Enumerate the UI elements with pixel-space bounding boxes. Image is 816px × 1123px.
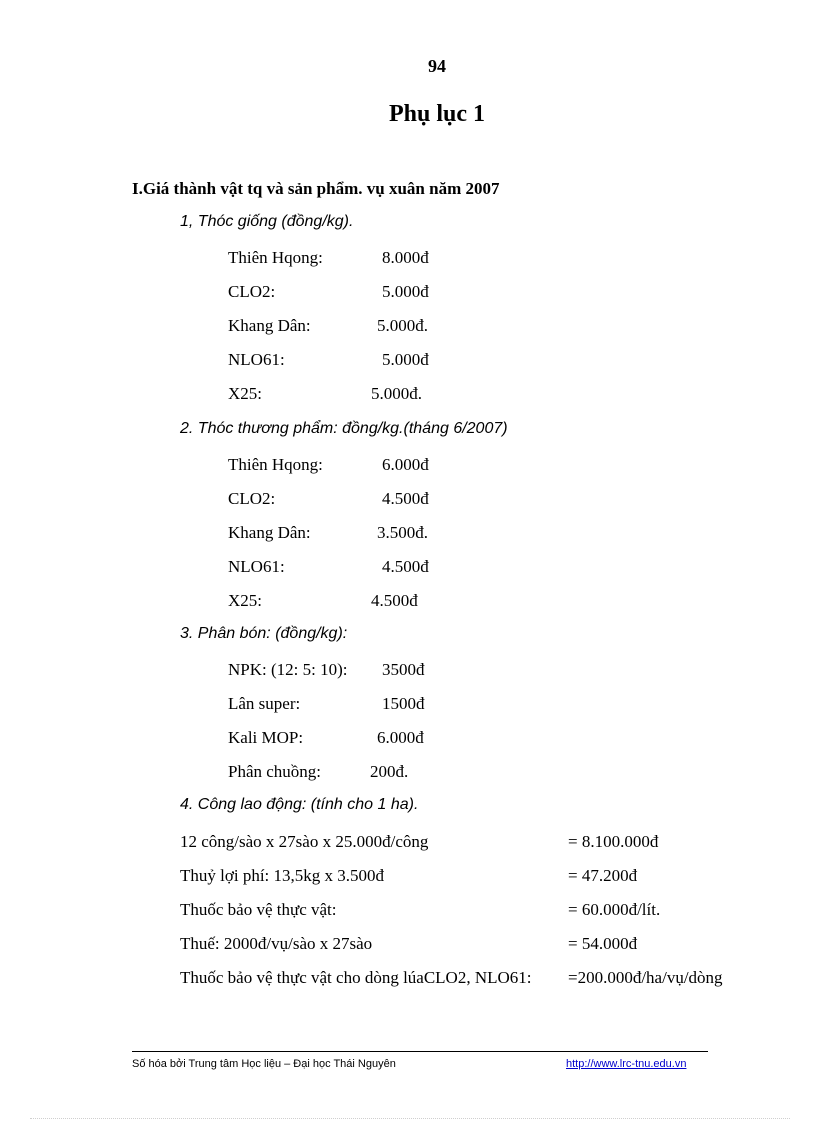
item-label: Thuốc bảo vệ thực vật:	[180, 900, 337, 919]
item-label: Thuế: 2000đ/vụ/sào x 27sào	[180, 934, 373, 953]
item-value: 3500đ	[382, 660, 425, 679]
item-label: Thiên Hqong:	[228, 248, 323, 267]
item-label: Khang Dân:	[228, 316, 311, 335]
section-heading: I.Giá thành vật tq và sản phẩm. vụ xuân năm 2007	[132, 179, 500, 198]
item-label: NLO61:	[228, 350, 285, 369]
item-value: 1500đ	[382, 694, 425, 713]
item-value: 5.000đ	[382, 282, 429, 301]
item-label: 12 công/sào x 27sào x 25.000đ/công	[180, 832, 429, 851]
item-label: Lân super:	[228, 694, 301, 713]
item-value: 4.500đ	[382, 489, 429, 508]
item-value: = 47.200đ	[568, 866, 638, 885]
item-value: 8.000đ	[382, 248, 429, 267]
section-4-title: 4. Công lao động: (tính cho 1 ha).	[180, 796, 419, 813]
page-title: Phụ lục 1	[388, 101, 486, 127]
item-value: 6.000đ	[377, 728, 424, 747]
footer-divider	[132, 1051, 708, 1052]
item-value: 3.500đ.	[377, 523, 428, 542]
footer-link[interactable]: http://www.lrc-tnu.edu.vn	[566, 1058, 687, 1070]
item-value: 5.000đ.	[377, 316, 428, 335]
item-value: 6.000đ	[382, 455, 429, 474]
item-value: 4.500đ	[382, 557, 429, 576]
page-bottom-divider	[30, 1118, 790, 1119]
item-value: 200đ.	[370, 762, 409, 781]
item-label: Khang Dân:	[228, 523, 311, 542]
item-value: 5.000đ	[382, 350, 429, 369]
item-label: X25:	[228, 591, 262, 610]
item-label: NLO61:	[228, 557, 285, 576]
item-label: Thuỷ lợi phí: 13,5kg x 3.500đ	[180, 866, 385, 885]
section-3-title: 3. Phân bón: (đồng/kg):	[180, 625, 348, 642]
item-label: Thuốc bảo vệ thực vật cho dòng lúaCLO2, NLO61:	[180, 968, 532, 987]
item-value: = 8.100.000đ	[568, 832, 659, 851]
item-label: X25:	[228, 384, 262, 403]
item-label: CLO2:	[228, 489, 276, 508]
section-2-title: 2. Thóc thương phẩm: đồng/kg.(tháng 6/2007)	[180, 420, 508, 437]
footer-source-text: Số hóa bởi Trung tâm Học liệu – Đại học Thái Nguyên	[132, 1058, 396, 1070]
item-label: Thiên Hqong:	[228, 455, 323, 474]
item-value: 5.000đ.	[371, 384, 422, 403]
item-value: = 54.000đ	[568, 934, 638, 953]
item-value: 4.500đ	[371, 591, 418, 610]
item-value: =200.000đ/ha/vụ/dòng	[568, 968, 723, 987]
section-1-title: 1, Thóc giống (đồng/kg).	[180, 213, 354, 230]
item-label: NPK: (12: 5: 10):	[228, 660, 348, 679]
item-label: Kali MOP:	[228, 728, 304, 747]
item-label: Phân chuồng:	[228, 762, 322, 781]
page-number: 94	[428, 56, 446, 76]
item-value: = 60.000đ/lít.	[568, 900, 661, 919]
item-label: CLO2:	[228, 282, 276, 301]
